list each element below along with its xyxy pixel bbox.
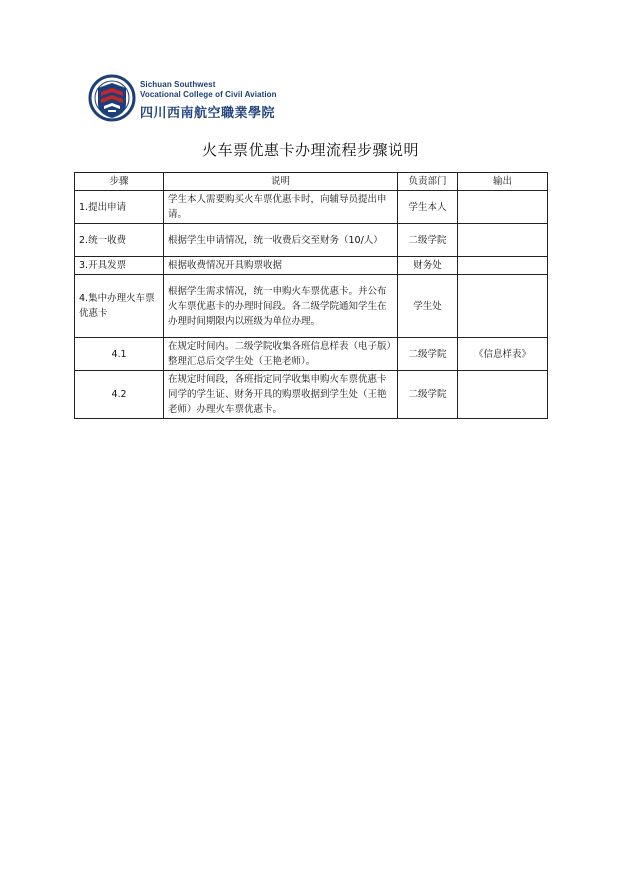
logo-chinese-name: 四川西南航空職業學院 [140, 106, 276, 121]
description-cell: 在规定时间内。二级学院收集各班信息样表（电子版）整理汇总后交学生处（王艳老师）。 [164, 338, 398, 371]
table-header-row [75, 173, 548, 191]
document-title: 火车票优惠卡办理流程步骤说明 [201, 141, 419, 159]
header-output: 输出 [458, 173, 548, 191]
output-cell: 《信息样表》 [458, 338, 548, 371]
table-row [75, 257, 548, 275]
logo-english-line1: Sichuan Southwest [140, 80, 216, 89]
description-cell: 根据学生申请情况，统一收费后交至财务（10/人） [164, 224, 398, 257]
department-cell: 学生本人 [398, 191, 458, 224]
output-cell [458, 191, 548, 224]
college-logo [88, 74, 318, 128]
header-description: 说明 [164, 173, 398, 191]
step-cell: 4.集中办理火车票优惠卡 [75, 275, 164, 338]
table-row [75, 338, 548, 371]
department-cell: 二级学院 [398, 371, 458, 419]
output-cell [458, 275, 548, 338]
department-cell: 学生处 [398, 275, 458, 338]
description-cell: 在规定时间段，各班指定同学收集申购火车票优惠卡同学的学生证、财务开具的购票收据到学生处（王艳老师）办理火车票优惠卡。 [164, 371, 398, 419]
header-step: 步骤 [75, 173, 164, 191]
table-row [75, 371, 548, 419]
output-cell [458, 224, 548, 257]
step-cell: 2.统一收费 [75, 224, 164, 257]
table-row [75, 224, 548, 257]
department-cell: 财务处 [398, 257, 458, 275]
process-table [74, 172, 548, 419]
step-cell: 4.1 [75, 338, 164, 371]
step-cell: 1.提出申请 [75, 191, 164, 224]
description-cell: 根据收费情况开具购票收据 [164, 257, 398, 275]
step-cell: 3.开具发票 [75, 257, 164, 275]
description-cell: 学生本人需要购买火车票优惠卡时，向辅导员提出申请。 [164, 191, 398, 224]
table-row [75, 191, 548, 224]
college-emblem-icon [88, 74, 136, 124]
header-department: 负责部门 [398, 173, 458, 191]
department-cell: 二级学院 [398, 224, 458, 257]
output-cell [458, 257, 548, 275]
logo-english-line2: Vocational College of Civil Aviation [140, 90, 277, 99]
description-cell: 根据学生需求情况，统一申购火车票优惠卡。并公布火车票优惠卡的办理时间段。各二级学院通知学生在办理时间期限内以班级为单位办理。 [164, 275, 398, 338]
table-row [75, 275, 548, 338]
department-cell: 二级学院 [398, 338, 458, 371]
step-cell: 4.2 [75, 371, 164, 419]
output-cell [458, 371, 548, 419]
